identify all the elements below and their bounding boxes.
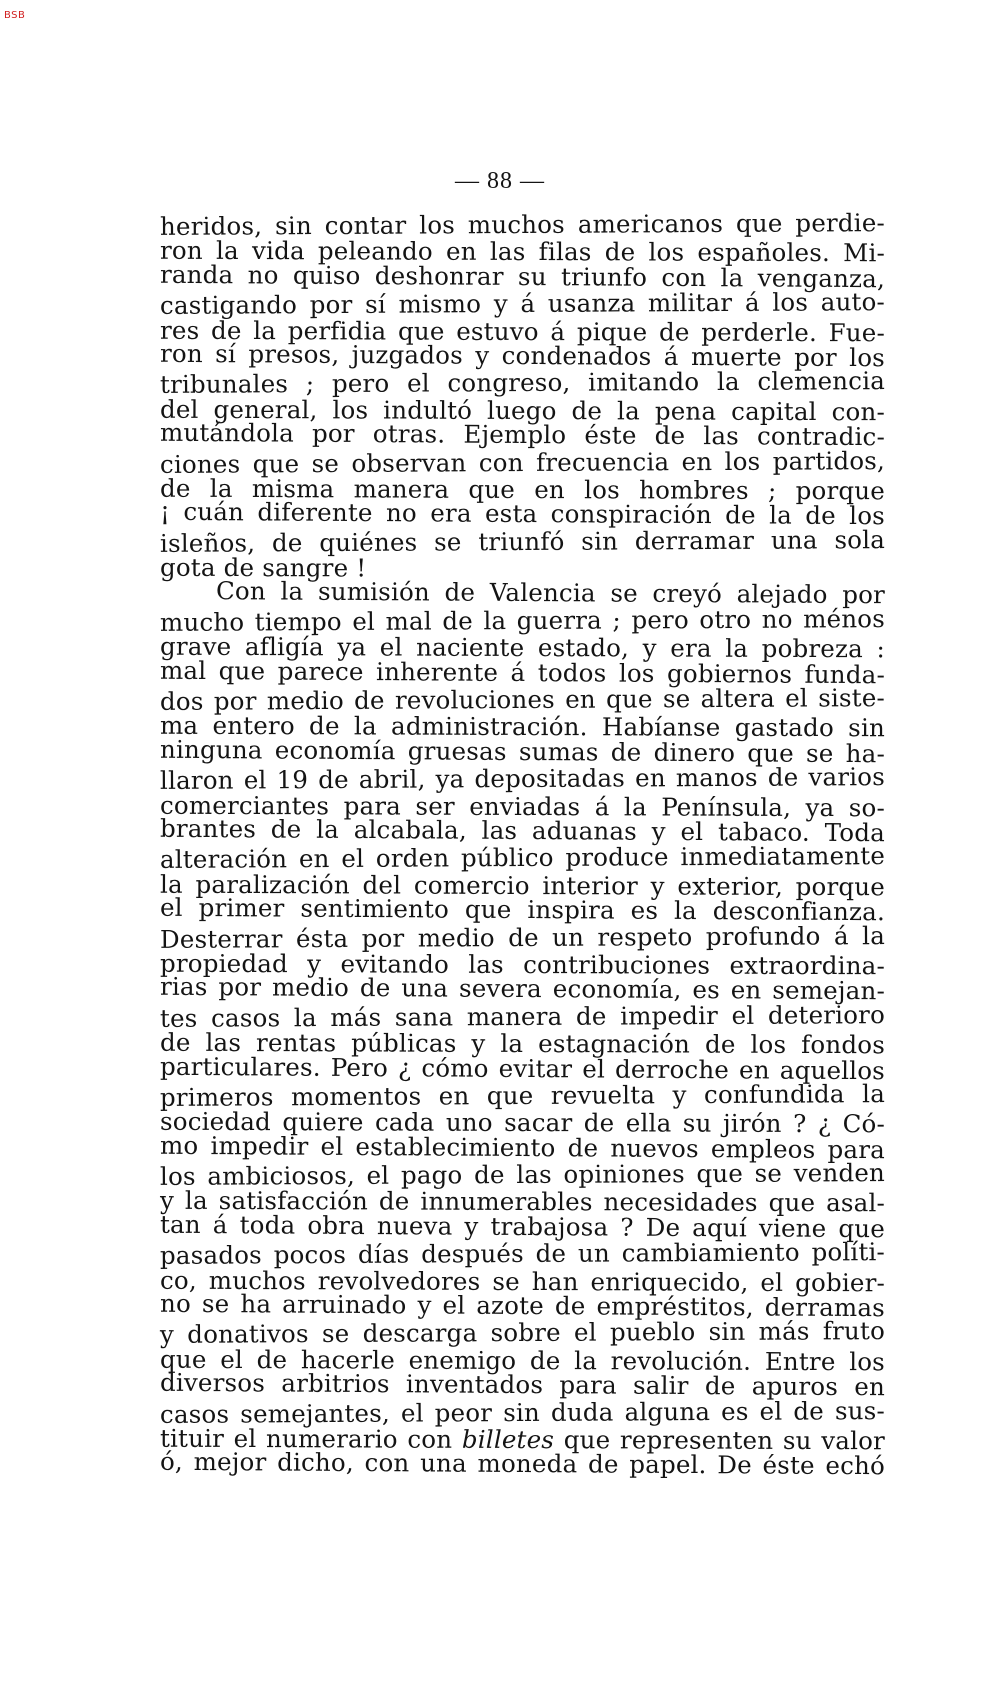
text-line: rias por medio de una severa economía, es en semejan- — [159, 972, 886, 1006]
text-line: ó, mejor dicho, con una moneda de papel. De éste echó — [159, 1447, 886, 1481]
text-line: comerciantes para ser enviadas á la Península, ya so- — [159, 790, 886, 822]
text-line: la paralización del comercio interior y exterior, porque — [159, 869, 886, 902]
text-line: ron la vida peleando en las filas de los españoles. Mi- — [159, 236, 886, 268]
text-line: ciones que se observan con frecuencia en los partidos, — [159, 445, 886, 479]
text-line: mutándola por otras. Ejemplo éste de las contradic- — [159, 417, 886, 452]
text-line: castigando por sí mismo y á usanza militar á los auto- — [159, 287, 886, 321]
text-line: no se ha arruinado y el azote de empréstitos, derramas — [159, 1288, 886, 1323]
text-line: mucho tiempo el mal de la guerra ; pero otro no ménos — [159, 603, 886, 637]
library-stamp: BSB — [4, 10, 26, 21]
text-line: y donativos se descarga sobre el pueblo sin más fruto — [159, 1316, 886, 1350]
text-line: del general, los indultó luego de la pena capital con- — [159, 394, 886, 426]
italic-word: billetes — [461, 1424, 555, 1455]
text-line: de la misma manera que en los hombres ; porque — [159, 473, 886, 506]
text-line: co, muchos revolvedores se han enriquecido, el gobier- — [159, 1265, 886, 1297]
text-line: alteración en el orden público produce inmediatamente — [159, 841, 886, 875]
text-line: casos semejantes, el peor sin duda alguna es el de sus- — [159, 1395, 886, 1429]
text-line: los ambiciosos, el pago de las opiniones que se venden — [159, 1158, 886, 1191]
paragraph-end-line: gota de sangre ! — [159, 552, 367, 583]
paragraph-start-line: Con la sumisión de Valencia se creyó alejado por — [215, 576, 886, 610]
text-line: de las rentas públicas y la estagnación de los fondos — [159, 1027, 886, 1060]
text-line: grave afligía ya el naciente estado, y era la pobreza : — [159, 631, 886, 664]
body-text — [159, 208, 886, 1481]
text-line: tituir el numerario con billetes que representen su valor — [159, 1423, 886, 1456]
text-line: primeros momentos en que revuelta y confundida la — [159, 1078, 886, 1112]
text-line: isleños, de quiénes se triunfó sin derramar una sola — [159, 524, 886, 558]
text-line: el primer sentimiento que inspira es la desconfianza. — [159, 892, 886, 927]
text-line: llaron el 19 de abril, ya depositadas en manos de varios — [159, 762, 886, 796]
text-line: ron sí presos, juzgados y condenados á muerte por los — [159, 338, 886, 373]
text-line: brantes de la alcabala, las aduanas y el tabaco. Toda — [159, 813, 886, 848]
text-line: que el de hacerle enemigo de la revolución. Entre los — [159, 1344, 886, 1377]
page-number: — 88 — — [455, 168, 545, 194]
text-line: randa no quiso deshonrar su triunfo con la venganza, — [159, 259, 886, 293]
text-line: ¡ cuán diferente no era esta conspiración de la de los — [159, 497, 886, 531]
text-line: tribunales ; pero el congreso, imitando la clemencia — [159, 366, 886, 400]
text-line: diversos arbitrios inventados para salir de apuros en — [159, 1367, 886, 1402]
text-line: ninguna economía gruesas sumas de dinero que se ha- — [159, 734, 886, 769]
text-line: particulares. Pero ¿ cómo evitar el derroche en aquellos — [159, 1051, 886, 1085]
text-line: tes casos la más sana manera de impedir el deterioro — [159, 999, 886, 1033]
text-line: mal que parece inherente á todos los gobiernos funda- — [159, 655, 886, 689]
text-line: pasados pocos días después de un cambiamiento políti- — [159, 1237, 886, 1271]
text-line: tan á toda obra nueva y trabajosa ? De aquí viene que — [159, 1209, 886, 1244]
text-line: ma entero de la administración. Habíanse gastado sin — [159, 711, 886, 743]
text-line: res de la perfidia que estuvo á pique de perderle. Fue- — [159, 315, 886, 347]
text-line: Desterrar ésta por medio de un respeto profundo á la — [159, 920, 886, 954]
text-line: heridos, sin contar los muchos americanos que perdie- — [159, 208, 886, 241]
text-line: dos por medio de revoluciones en que se altera el siste- — [159, 683, 886, 716]
text-line: sociedad quiere cada uno sacar de ella su jirón ? ¿ Có- — [159, 1107, 886, 1139]
text-line: y la satisfacción de innumerables necesidades que asal- — [159, 1186, 886, 1218]
text-line: mo impedir el establecimiento de nuevos empleos para — [159, 1130, 886, 1164]
text-line: propiedad y evitando las contribuciones extraordina- — [159, 948, 886, 981]
